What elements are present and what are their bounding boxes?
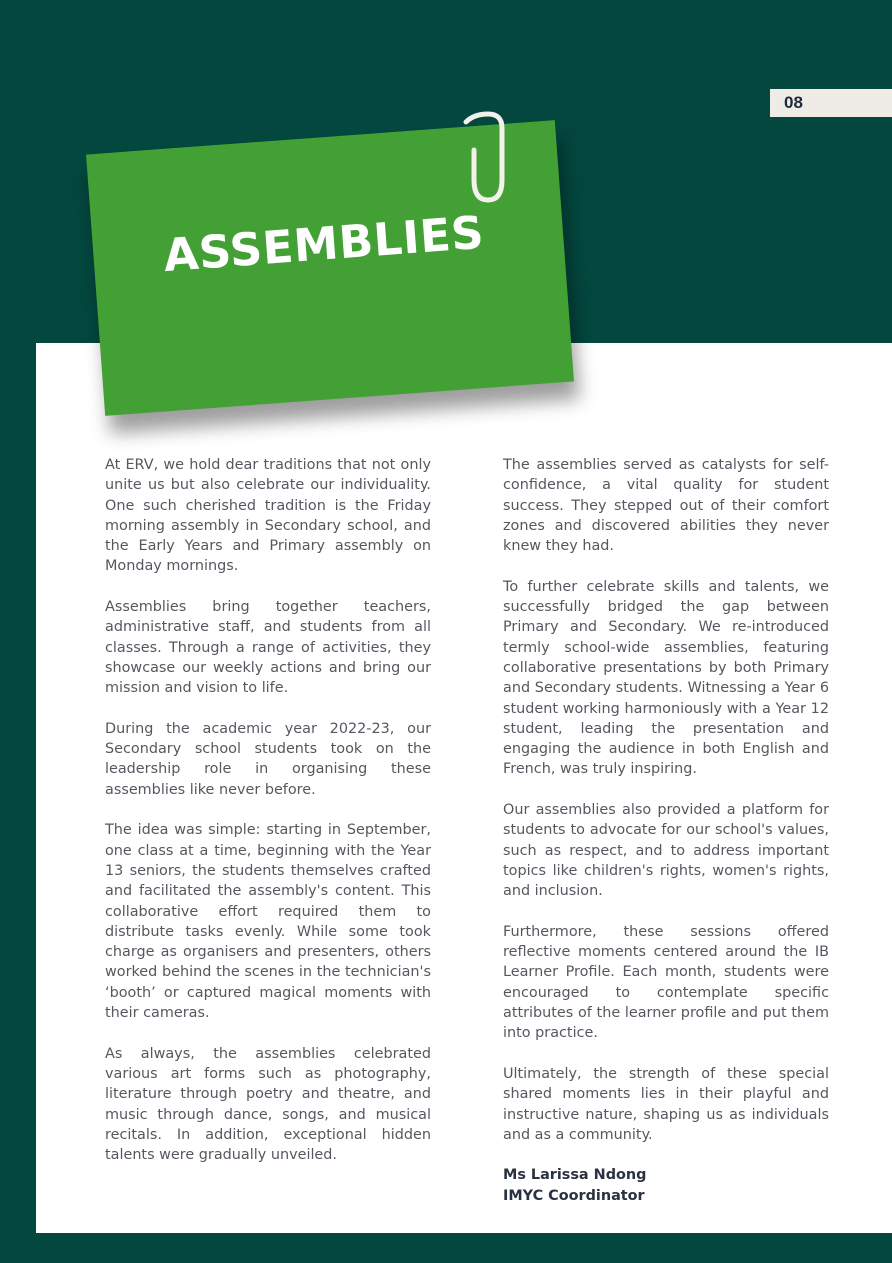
left-column (105, 455, 431, 1186)
paragraph: Our assemblies also provided a platform for students to advocate for our school's values, such as respect, and to address important topics like children's rights, women's rights, and inclusion. (503, 802, 829, 900)
paragraph: Ultimately, the strength of these special shared moments lies in their playful and instructive nature, shaping us as individuals and as a community. (503, 1065, 829, 1143)
paragraph: Assemblies bring together teachers, administrative staff, and students from all classes. Through a range of activities, they showcase our weekly actions and bring our mission and vision to life. (105, 599, 431, 697)
paragraph: The assemblies served as catalysts for self-confidence, a vital quality for student success. They stepped out of their comfort zones and discovered abilities they never knew they had. (503, 457, 829, 555)
paragraph: To further celebrate skills and talents, we successfully bridged the gap between Primary and Secondary. We re-introduced termly school-wide assemblies, featuring collaborative presentations by both Primary and Secondary students. Witnessing a Year 6 student working harmoniously with a Year 12 student, leading the presentation and engaging the audience in both English and French, was truly inspiring. (503, 578, 829, 778)
paperclip-icon (452, 108, 512, 208)
author-signature (503, 1165, 829, 1206)
page-title: ASSEMBLIES (161, 205, 486, 283)
right-column (503, 455, 829, 1206)
paragraph: At ERV, we hold dear traditions that not only unite us but also celebrate our individuality. One such cherished tradition is the Friday morning assembly in Secondary school, and the Early Years and Primary assembly on Monday mornings. (105, 457, 431, 575)
paragraph: During the academic year 2022-23, our Secondary school students took on the leadership role in organising these assemblies like never before. (105, 720, 431, 798)
page-number: 08 (770, 89, 892, 117)
paragraph: The idea was simple: starting in September, one class at a time, beginning with the Year 13 seniors, the students themselves crafted and facilitated the assembly's content. This collaborative effort required them to distribute tasks evenly. While some took charge as organisers and presenters, others worked behind the scenes in the technician's ‘booth’ or captured magical moments with their cameras. (105, 822, 431, 1022)
paragraph: As always, the assemblies celebrated various art forms such as photography, literature through poetry and theatre, and music through dance, songs, and musical recitals. In addition, exceptional hidden talents were gradually unveiled. (105, 1045, 431, 1164)
author-name: Ms Larissa Ndong (503, 1167, 647, 1184)
paragraph: Furthermore, these sessions offered reflective moments centered around the IB Learner Profile. Each month, students were encouraged to contemplate specific attributes of the learner profile and put them into practice. (503, 923, 829, 1042)
author-role: IMYC Coordinator (503, 1187, 645, 1204)
